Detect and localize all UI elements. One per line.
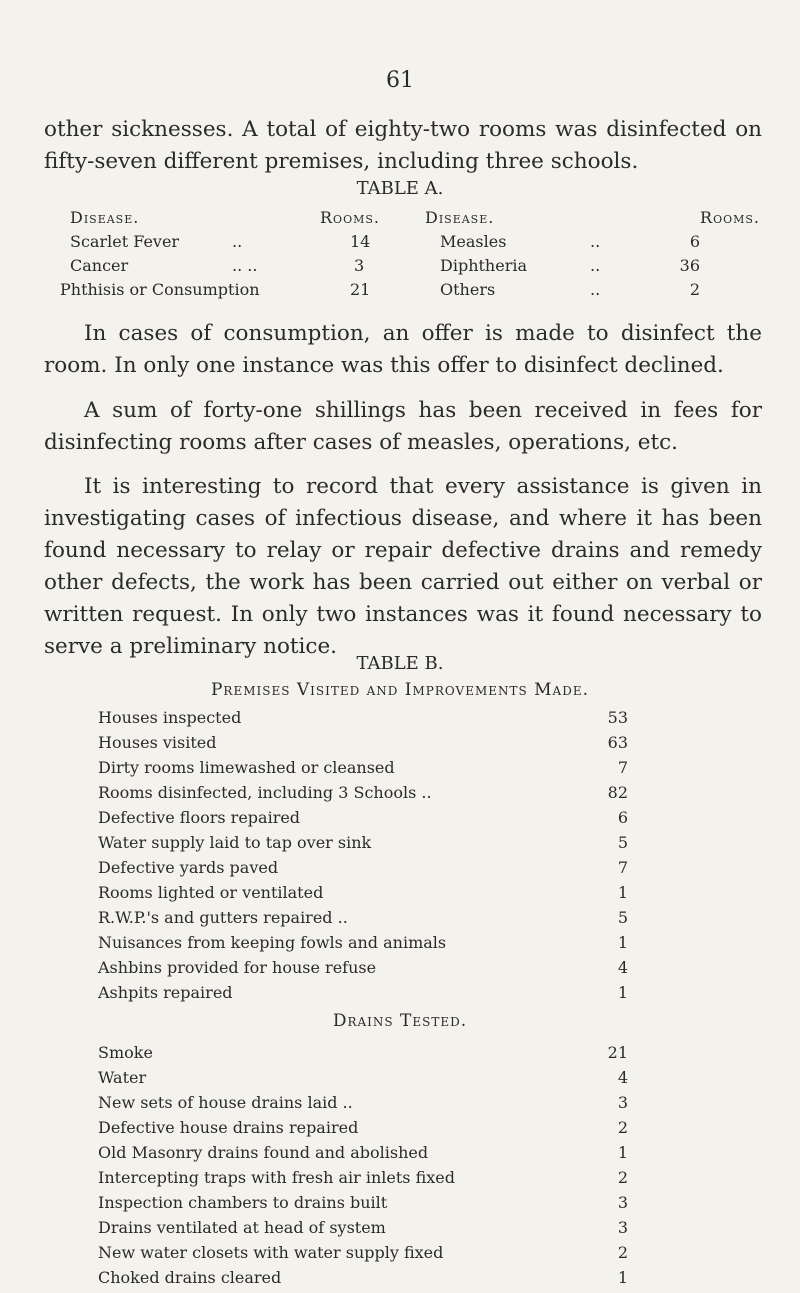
row-label: New water closets with water supply fixed — [98, 1243, 444, 1262]
row-value: 1 — [617, 933, 628, 952]
drains-tested-heading: Drains Tested. — [332, 1011, 468, 1031]
table-row — [98, 1193, 628, 1218]
consumption-paragraph: In cases of consumption, an offer is made to disinfect the room. In only one instance was this offer to disinfect declined. — [44, 321, 762, 378]
row-label: Choked drains cleared — [98, 1268, 282, 1287]
leader-dots: .. .. — [232, 256, 258, 275]
rooms-count: 21 — [350, 280, 371, 299]
intro-paragraph: other sicknesses. A total of eighty-two rooms was disinfected on fifty-seven different premises, including three schools. — [44, 117, 762, 174]
table-a-title: TABLE A. — [356, 178, 444, 199]
row-value: 53 — [607, 708, 628, 727]
table-row — [98, 1218, 628, 1243]
assistance-paragraph: It is interesting to record that every assistance is given in investigating cases of infectious disease, and where it has been found necessary to relay or repair defective drains and remedy other defects, the work has been carried out either on verbal or written request. In only two instances was it found necessary to serve a preliminary notice. — [44, 474, 762, 659]
row-value: 7 — [617, 858, 628, 877]
row-value: 2 — [617, 1243, 628, 1262]
table-row — [98, 1093, 628, 1118]
rooms-count: 14 — [350, 232, 371, 251]
row-value: 3 — [617, 1193, 628, 1212]
row-label: Old Masonry drains found and abolished — [98, 1143, 429, 1162]
row-label: Ashbins provided for house refuse — [98, 958, 377, 977]
table-a — [60, 208, 760, 304]
row-value: 1 — [617, 1143, 628, 1162]
row-label: Ashpits repaired — [98, 983, 233, 1002]
rooms-count: 6 — [689, 232, 700, 251]
row-value: 2 — [617, 1118, 628, 1137]
table-row — [98, 1268, 628, 1293]
row-label: Water supply laid to tap over sink — [98, 833, 372, 852]
table-row — [98, 1243, 628, 1268]
row-label: Drains ventilated at head of system — [98, 1218, 386, 1237]
table-row — [98, 708, 628, 733]
leader-dots: .. — [590, 256, 601, 275]
row-value: 6 — [617, 808, 628, 827]
drains-table — [98, 1043, 628, 1293]
header-rooms-2: Rooms. — [700, 208, 760, 227]
table-row — [98, 808, 628, 833]
table-row — [98, 958, 628, 983]
table-row — [98, 908, 628, 933]
rooms-count: 36 — [679, 256, 700, 275]
row-value: 7 — [617, 758, 628, 777]
table-b-title: TABLE B. — [356, 653, 444, 674]
row-label: Water — [98, 1068, 147, 1087]
header-rooms-1: Rooms. — [320, 208, 380, 227]
row-value: 5 — [617, 908, 628, 927]
row-value: 4 — [617, 1068, 628, 1087]
row-value: 1 — [617, 883, 628, 902]
table-row — [98, 1168, 628, 1193]
leader-dots: .. — [590, 280, 601, 299]
row-label: Inspection chambers to drains built — [98, 1193, 388, 1212]
row-value: 1 — [617, 1268, 628, 1287]
rooms-count: 2 — [689, 280, 700, 299]
table-row — [98, 1143, 628, 1168]
disease-name: Others — [440, 280, 496, 299]
row-label: Defective floors repaired — [98, 808, 301, 827]
table-a-row — [70, 232, 760, 256]
table-row — [98, 833, 628, 858]
leader-dots: .. — [590, 232, 601, 251]
header-disease-1: Disease. — [70, 208, 140, 227]
table-row — [98, 783, 628, 808]
table-b-subtitle: Premises Visited and Improvements Made. — [210, 680, 590, 700]
row-label: Houses visited — [98, 733, 217, 752]
row-value: 63 — [607, 733, 628, 752]
row-label: Houses inspected — [98, 708, 242, 727]
row-label: Defective house drains repaired — [98, 1118, 359, 1137]
leader-dots: .. — [232, 232, 243, 251]
row-value: 5 — [617, 833, 628, 852]
table-row — [98, 733, 628, 758]
table-row — [98, 1043, 628, 1068]
header-disease-2: Disease. — [425, 208, 495, 227]
table-row — [98, 983, 628, 1008]
rooms-count: 3 — [354, 256, 365, 275]
row-value: 21 — [607, 1043, 628, 1062]
row-value: 3 — [617, 1093, 628, 1112]
row-label: Intercepting traps with fresh air inlets fixed — [98, 1168, 455, 1187]
disease-name: Measles — [440, 232, 507, 251]
row-label: Nuisances from keeping fowls and animals — [98, 933, 447, 952]
table-row — [98, 1068, 628, 1093]
disease-name: Scarlet Fever — [70, 232, 180, 251]
row-label: New sets of house drains laid .. — [98, 1093, 353, 1112]
table-row — [98, 858, 628, 883]
row-value: 82 — [607, 783, 628, 802]
table-a-row — [60, 280, 760, 304]
row-label: Dirty rooms limewashed or cleansed — [98, 758, 395, 777]
row-label: Smoke — [98, 1043, 153, 1062]
table-row — [98, 883, 628, 908]
row-value: 4 — [617, 958, 628, 977]
table-row — [98, 1118, 628, 1143]
row-label: Rooms disinfected, including 3 Schools .. — [98, 783, 432, 802]
table-a-header — [70, 208, 760, 232]
row-value: 1 — [617, 983, 628, 1002]
row-label: Defective yards paved — [98, 858, 279, 877]
row-label: R.W.P.'s and gutters repaired .. — [98, 908, 348, 927]
disease-name: Diphtheria — [440, 256, 527, 275]
row-value: 3 — [617, 1218, 628, 1237]
table-row — [98, 758, 628, 783]
row-label: Rooms lighted or ventilated — [98, 883, 324, 902]
page-number: 61 — [386, 68, 414, 93]
table-b — [98, 708, 628, 1008]
row-value: 2 — [617, 1168, 628, 1187]
disease-name: Cancer — [70, 256, 129, 275]
disease-name: Phthisis or Consumption — [60, 280, 260, 299]
table-a-row — [70, 256, 760, 280]
fees-paragraph: A sum of forty-one shillings has been received in fees for disinfecting rooms after cases of measles, operations, etc. — [44, 398, 762, 455]
table-row — [98, 933, 628, 958]
